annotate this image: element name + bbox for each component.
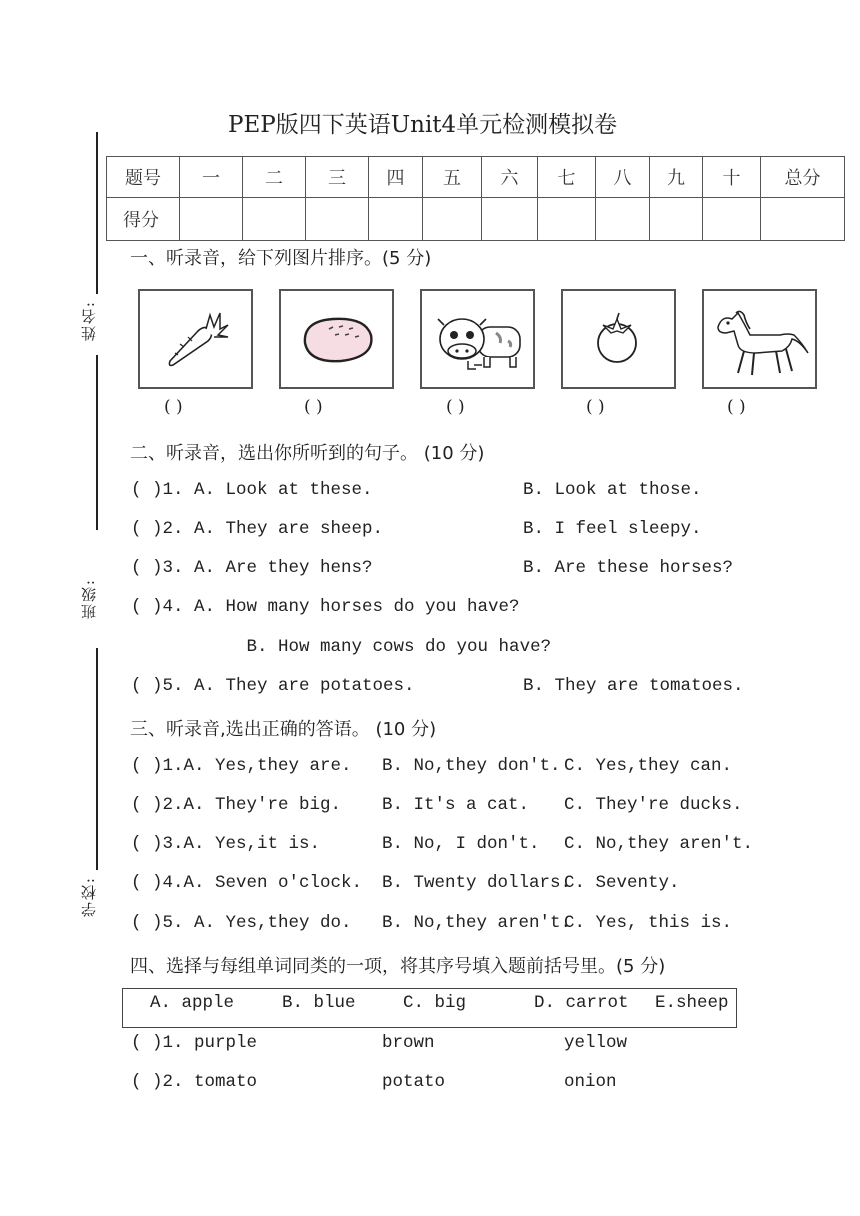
score-table-score-row [107,198,845,241]
word-option: E.sheep [655,993,729,1013]
score-header-cell: 九 [650,157,703,198]
score-header-cell: 三 [306,157,369,198]
score-cell[interactable] [423,198,482,241]
section2-heading: 二、听录音，选出你所听到的句子。 (10 分) [130,443,485,464]
option-c: C. They're ducks. [564,795,743,815]
option-c: C. Yes, this is. [564,913,733,933]
school-label: 学校: [80,876,98,918]
option-b: B. I feel sleepy. [523,519,702,539]
question-line: ( )5. A. They are potatoes. [131,676,415,696]
score-header-cell: 十 [703,157,761,198]
score-header-cell: 二 [243,157,306,198]
option-a: ( )1.A. Yes,they are. [131,756,352,776]
option-c: C. No,they aren't. [564,834,754,854]
picture-answer-paren[interactable]: ( ) [586,397,605,417]
word-item: onion [564,1072,617,1092]
option-a: ( )5. A. Yes,they do. [131,913,352,933]
cow-picture [420,289,535,389]
binding-line-lower [96,648,98,870]
option-a: ( )4.A. Seven o'clock. [131,873,363,893]
horse-icon [704,291,815,387]
option-c: C. Seventy. [564,873,680,893]
score-cell[interactable] [650,198,703,241]
option-b: B. They are tomatoes. [523,676,744,696]
word-item: potato [382,1072,446,1092]
option-a: ( )3.A. Yes,it is. [131,834,321,854]
page-title: PEP版四下英语Unit4单元检测模拟卷 [228,112,618,138]
word-item: brown [382,1033,435,1053]
score-header-cell: 六 [482,157,538,198]
option-b: B. It's a cat. [382,795,530,815]
section3-heading: 三、听录音,选出正确的答语。 (10 分) [130,719,437,740]
section4-heading: 四、选择与每组单词同类的一项，将其序号填入题前括号里。(5 分) [130,956,666,977]
score-table-header-row [107,157,845,198]
score-header-cell: 五 [423,157,482,198]
class-label: 班级: [80,578,98,620]
option-b: B. No,they aren't. [382,913,572,933]
score-header-cell: 八 [596,157,650,198]
picture-answer-paren[interactable]: ( ) [727,397,746,417]
potato-icon [281,291,392,387]
question-line: ( )4. A. How many horses do you have? [131,597,520,617]
score-table [106,156,845,241]
horse-picture [702,289,817,389]
binding-line-middle [96,355,98,530]
potato-picture [279,289,394,389]
section1-heading: 一、听录音，给下列图片排序。(5 分) [130,248,432,269]
option-b: B. No,they don't. [382,756,561,776]
option-a: ( )2.A. They're big. [131,795,342,815]
score-cell[interactable] [482,198,538,241]
score-cell[interactable] [761,198,845,241]
score-header-cell: 一 [180,157,243,198]
question-line: B. How many cows do you have? [131,637,552,657]
picture-answer-paren[interactable]: ( ) [304,397,323,417]
score-cell[interactable] [180,198,243,241]
tomato-picture [561,289,676,389]
word-item: yellow [564,1033,628,1053]
carrot-picture [138,289,253,389]
binding-line-top [96,132,98,294]
name-label: 姓名: [80,300,98,342]
option-b: B. Look at those. [523,480,702,500]
word-option: B. blue [282,993,356,1013]
score-header-cell: 题号 [107,157,180,198]
option-c: C. Yes,they can. [564,756,733,776]
option-b: B. Twenty dollars. [382,873,572,893]
score-cell[interactable] [369,198,423,241]
option-b: B. No, I don't. [382,834,540,854]
question-line: ( )1. purple [131,1033,258,1053]
option-b: B. Are these horses? [523,558,734,578]
score-header-cell: 七 [538,157,596,198]
picture-answer-paren[interactable]: ( ) [446,397,465,417]
tomato-icon [563,291,674,387]
score-cell[interactable] [596,198,650,241]
score-cell[interactable] [243,198,306,241]
score-cell[interactable] [538,198,596,241]
score-row-label: 得分 [107,198,180,241]
score-header-cell: 总分 [761,157,845,198]
cow-icon [422,291,533,387]
word-option: A. apple [150,993,235,1013]
word-option: C. big [403,993,467,1013]
word-option: D. carrot [534,993,629,1013]
picture-answer-paren[interactable]: ( ) [164,397,183,417]
question-line: ( )1. A. Look at these. [131,480,373,500]
question-line: ( )2. tomato [131,1072,258,1092]
carrot-icon [140,291,251,387]
score-header-cell: 四 [369,157,423,198]
question-line: ( )2. A. They are sheep. [131,519,384,539]
question-line: ( )3. A. Are they hens? [131,558,373,578]
score-cell[interactable] [306,198,369,241]
score-cell[interactable] [703,198,761,241]
